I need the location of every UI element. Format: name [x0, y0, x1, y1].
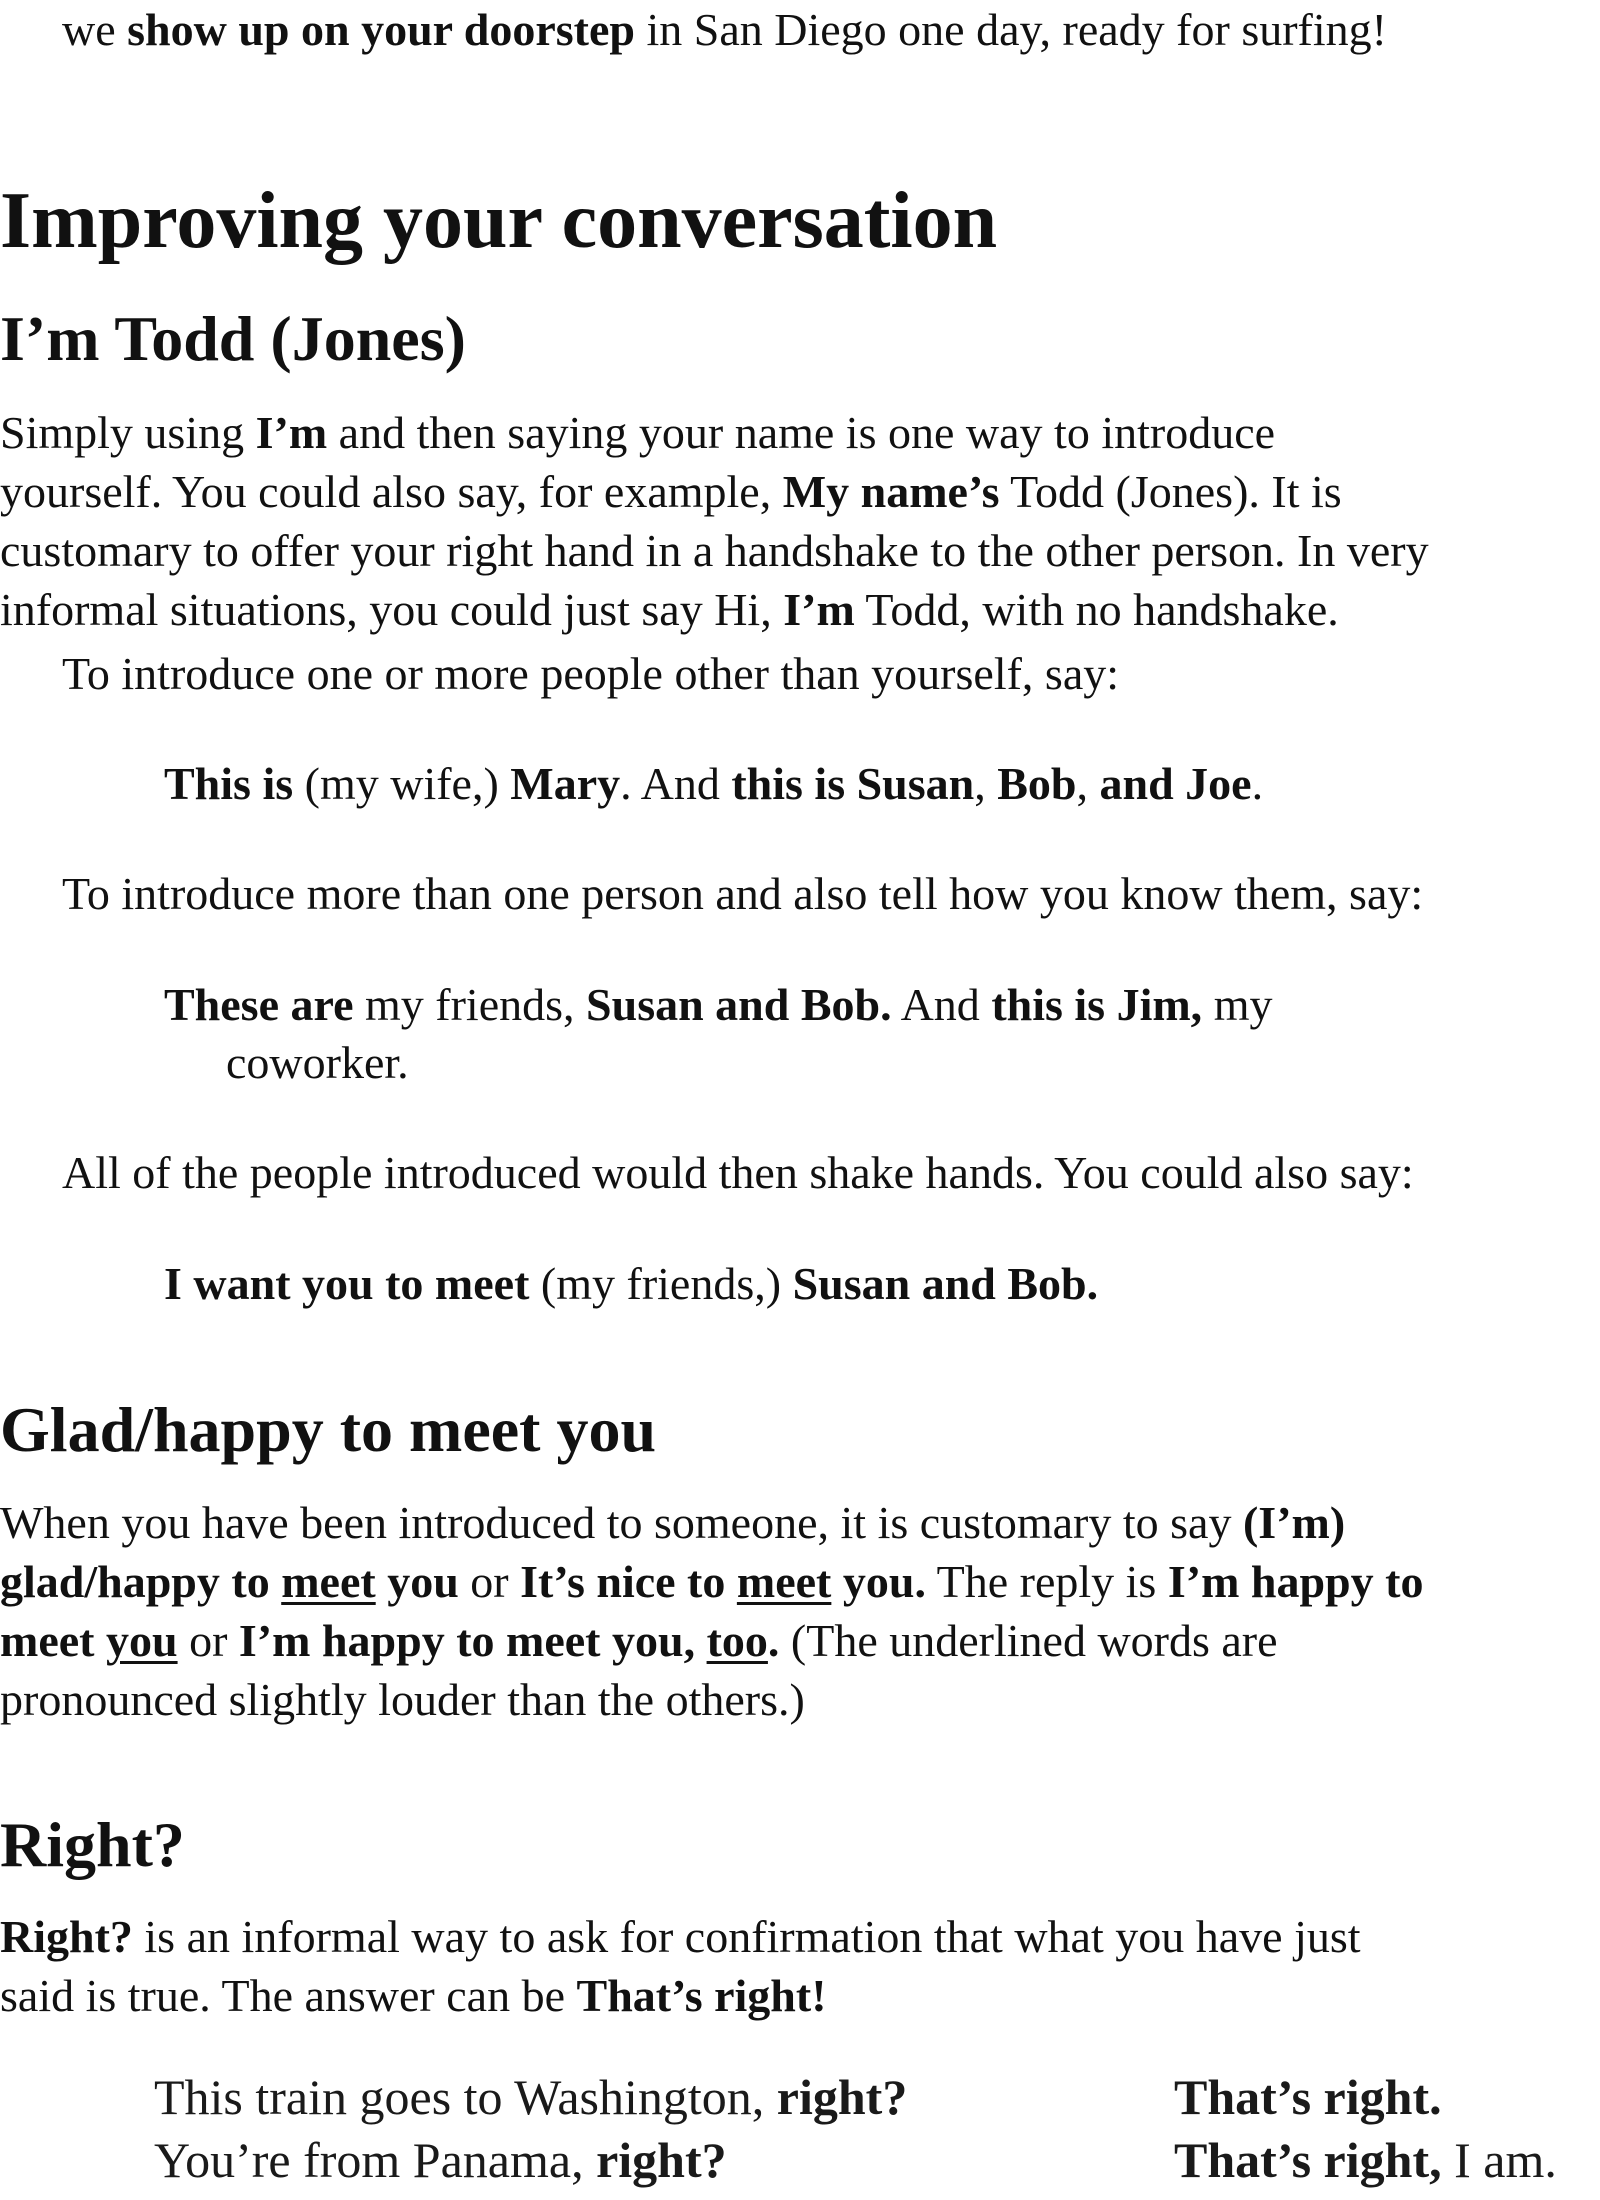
text: ,	[974, 758, 998, 809]
example-sentence	[164, 754, 1263, 813]
text: This train goes to Washington,	[154, 2069, 777, 2125]
bold-phrase: It’s nice to	[520, 1556, 737, 1607]
example-answer	[1174, 2067, 1442, 2127]
text: The reply is	[925, 1556, 1168, 1607]
bold-phrase: and Joe	[1099, 758, 1252, 809]
bold-phrase: right?	[776, 2069, 908, 2125]
bold-phrase: I want you to meet	[164, 1258, 530, 1309]
stressed-word: meet	[736, 1556, 832, 1607]
paragraph-line	[0, 1552, 1423, 1611]
text: When you have been introduced to someone, it is customary to say	[0, 1497, 1243, 1548]
bold-phrase: this is Susan	[731, 758, 975, 809]
text: .	[1251, 758, 1264, 809]
bold-phrase: That’s right!	[576, 1970, 827, 2021]
top-line	[62, 0, 1387, 59]
text: Todd (Jones). It is	[999, 466, 1342, 517]
text: in San Diego one day, ready for surfing!	[634, 4, 1387, 55]
text: said is true. The answer can be	[0, 1970, 577, 2021]
paragraph-line	[0, 1966, 827, 2025]
paragraph-line: To introduce more than one person and also tell how you know them, say:	[62, 868, 1424, 919]
text: . And	[620, 758, 732, 809]
bold-phrase: My name’s	[782, 466, 1000, 517]
text: my friends,	[353, 979, 587, 1030]
example-sentence-continuation: coworker.	[226, 1037, 409, 1088]
paragraph-line	[0, 403, 1275, 462]
paragraph-line: pronounced slightly louder than the others.)	[0, 1674, 805, 1725]
text: informal situations, you could just say Hi,	[0, 584, 784, 635]
section-title: Improving your conversation	[0, 177, 998, 265]
text: (my wife,)	[293, 758, 511, 809]
stressed-word: too	[706, 1615, 768, 1666]
text: Todd, with no handshake.	[854, 584, 1339, 635]
bold-phrase: (I’m)	[1242, 1497, 1346, 1548]
example-sentence	[164, 1254, 1098, 1313]
bold-phrase: I’m happy to meet you,	[238, 1615, 707, 1666]
bold-phrase: That’s right,	[1174, 2132, 1442, 2188]
bold-phrase: meet	[0, 1615, 106, 1666]
bold-phrase: I’m	[255, 407, 328, 458]
stressed-word: you	[105, 1615, 178, 1666]
bold-phrase: I’m	[783, 584, 855, 635]
bold-phrase: Susan and Bob.	[586, 979, 892, 1030]
text: Simply using	[0, 407, 256, 458]
text: we	[62, 4, 128, 55]
bold-phrase: Bob	[997, 758, 1077, 809]
paragraph-line	[0, 462, 1342, 521]
bold-phrase: show up on your doorstep	[127, 4, 635, 55]
example-question	[154, 2130, 727, 2190]
bold-phrase: you	[375, 1556, 459, 1607]
paragraph-line	[0, 1907, 1361, 1966]
text: and then saying your name is one way to introduce	[327, 407, 1276, 458]
text: or	[177, 1615, 239, 1666]
bold-phrase: this is Jim,	[991, 979, 1203, 1030]
paragraph-line	[0, 580, 1339, 639]
text: (The underlined words are	[779, 1615, 1278, 1666]
bold-phrase: glad/happy to	[0, 1556, 282, 1607]
bold-phrase: Susan and Bob.	[792, 1258, 1099, 1309]
bold-phrase: Right?	[0, 1911, 133, 1962]
text: is an informal way to ask for confirmation that what you have just	[132, 1911, 1361, 1962]
bold-phrase: .	[767, 1615, 780, 1666]
bold-phrase: These are	[164, 979, 354, 1030]
paragraph-line: To introduce one or more people other than yourself, say:	[62, 648, 1120, 699]
text: And	[891, 979, 992, 1030]
bold-phrase: That’s right.	[1174, 2069, 1442, 2125]
text: or	[458, 1556, 521, 1607]
subsection-heading-right: Right?	[0, 1809, 185, 1880]
example-answer	[1174, 2130, 1557, 2190]
text: I am.	[1441, 2132, 1557, 2188]
bold-phrase: I’m happy to	[1167, 1556, 1424, 1607]
paragraph-line: customary to offer your right hand in a handshake to the other person. In very	[0, 525, 1429, 576]
text: ,	[1076, 758, 1100, 809]
paragraph-line	[0, 1611, 1278, 1670]
bold-phrase: right?	[596, 2132, 727, 2188]
text: yourself. You could also say, for example,	[0, 466, 783, 517]
text: You’re from Panama,	[154, 2132, 597, 2188]
stressed-word: meet	[281, 1556, 376, 1607]
subsection-heading-im-todd: I’m Todd (Jones)	[0, 303, 466, 374]
example-sentence	[164, 975, 1272, 1034]
subsection-heading-glad-to-meet: Glad/happy to meet you	[0, 1394, 657, 1465]
text: my	[1202, 979, 1273, 1030]
paragraph-line: All of the people introduced would then shake hands. You could also say:	[62, 1147, 1414, 1198]
example-question	[154, 2067, 907, 2127]
bold-phrase: Mary	[510, 758, 621, 809]
bold-phrase: you.	[831, 1556, 926, 1607]
paragraph-line	[0, 1493, 1345, 1552]
bold-phrase: This is	[164, 758, 294, 809]
text: (my friends,)	[529, 1258, 793, 1309]
